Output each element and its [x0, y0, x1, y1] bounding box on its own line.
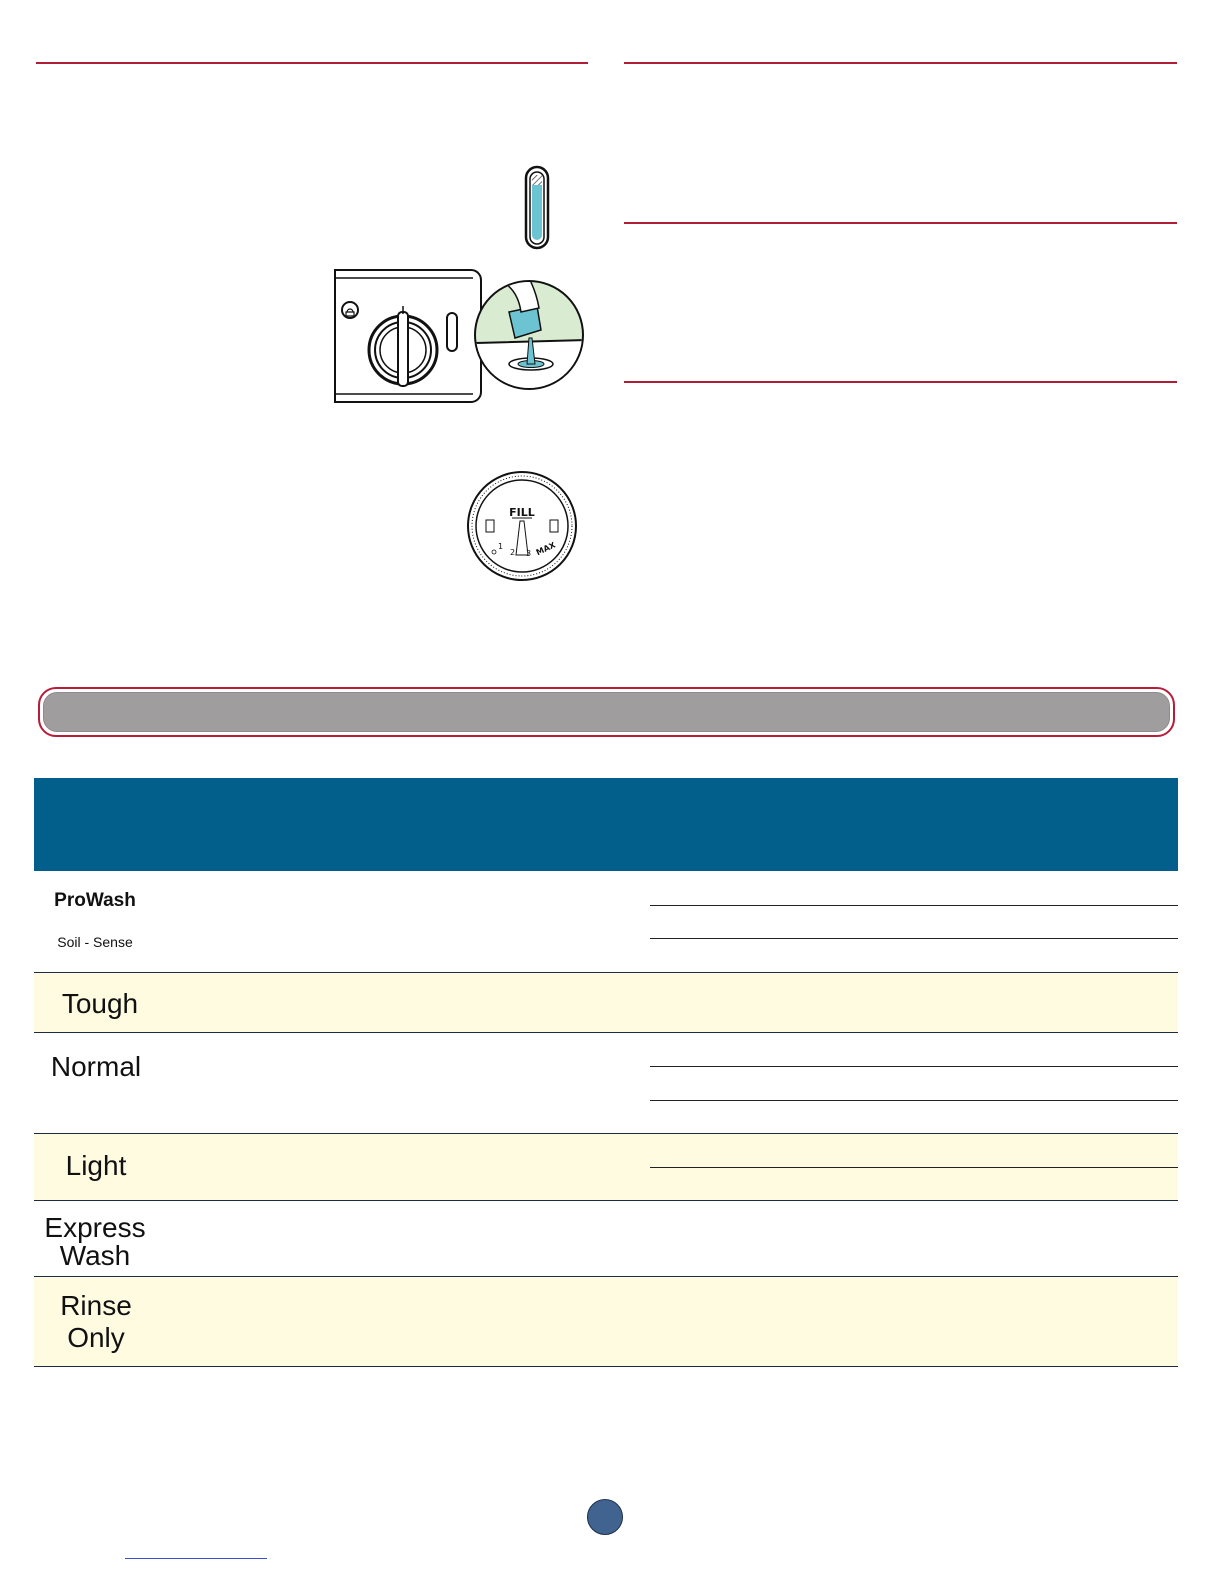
cycle-name-tough: Tough: [61, 988, 139, 1019]
footer-link-underline[interactable]: [125, 1558, 267, 1559]
cycle-subname-soil-sense: Soil - Sense: [57, 934, 133, 950]
row-subline: [650, 938, 1178, 939]
cycle-name-light: Light: [65, 1150, 127, 1181]
section-banner: [38, 687, 1175, 737]
section-rule-right-3: [624, 381, 1177, 383]
table-row-prowash: [34, 871, 1178, 972]
cycle-name-wash: Wash: [59, 1240, 131, 1271]
table-row-normal: [34, 1033, 1178, 1133]
cycle-name-rinse: Rinse: [60, 1290, 132, 1321]
row-subline: [650, 1167, 1178, 1168]
page-number-badge: [587, 1499, 623, 1535]
table-row-express-wash: [34, 1201, 1178, 1276]
cycle-name-only: Only: [67, 1322, 125, 1353]
cycle-name-express: Express: [44, 1212, 146, 1243]
rinse-aid-indicator-icon: [524, 165, 550, 250]
cycle-name-prowash: ProWash: [54, 890, 136, 911]
rinse-aid-dispenser-icon: [333, 268, 587, 406]
row-subline: [650, 905, 1178, 906]
cycle-table-header: [34, 778, 1178, 871]
fill-level-dial-icon: [466, 469, 578, 583]
section-banner-fill: [43, 692, 1170, 732]
table-row-tough: [34, 973, 1178, 1032]
fill-scale-max: MAX: [534, 540, 557, 558]
section-rule-left: [36, 62, 588, 64]
fill-scale-2: 2: [510, 548, 516, 557]
fill-scale-1: 1: [498, 542, 504, 551]
row-subline: [650, 1066, 1178, 1067]
cycle-name-normal: Normal: [50, 1051, 142, 1082]
row-border: [34, 1366, 1178, 1367]
fill-scale-3: 3: [526, 549, 532, 558]
section-rule-right-2: [624, 222, 1177, 224]
fill-label: FILL: [509, 506, 535, 519]
table-row-rinse-only: [34, 1277, 1178, 1366]
section-rule-right-1: [624, 62, 1177, 64]
row-subline: [650, 1100, 1178, 1101]
